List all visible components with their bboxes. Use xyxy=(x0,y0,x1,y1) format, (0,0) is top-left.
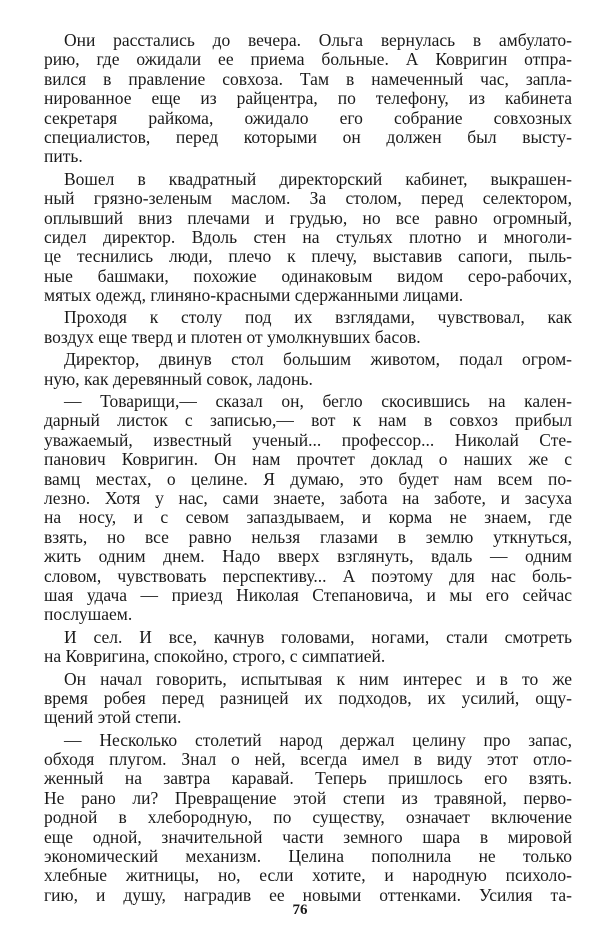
text-line: рию, где ожидали ее приема больные. А Ковригин отпра- xyxy=(44,49,572,70)
page-number: 76 xyxy=(292,902,308,918)
text-line: Проходя к столу под их взглядами, чувствовал, как xyxy=(64,307,572,328)
text-line: сидел директор. Вдоль стен на стульях плотно и многоли- xyxy=(44,226,572,247)
text-line: — Товарищи,— сказал он, бегло скосившись на кален- xyxy=(64,391,572,412)
paragraph xyxy=(44,170,572,306)
text-line: ную, как деревянный совок, ладонь. xyxy=(44,368,313,389)
text-line: панович Ковригин. Он нам прочтет доклад о наших же с xyxy=(44,449,572,470)
text-line: Они расстались до вечера. Ольга вернулась в амбулато- xyxy=(64,30,572,50)
paragraph xyxy=(44,31,572,167)
text-line: шая удача — приезд Николая Степановича, и мы его сейчас xyxy=(44,584,572,605)
text-line: вился в правление совхоза. Там в намеченный час, запла- xyxy=(44,68,572,89)
text-line: еще одной, значительной части земного шара в мировой xyxy=(44,826,572,847)
text-line: экономический механизм. Целина пополнила не только xyxy=(44,846,572,867)
text-line: лезно. Хотя у нас, сами знаете, забота на заботе, и засуха xyxy=(44,487,572,508)
text-line: секретаря райкома, ожидало его собрание совхозных xyxy=(44,107,572,128)
text-line: родной в хлебородную, по существу, означает включение xyxy=(44,807,572,828)
text-line: дарный листок с записью,— вот к нам в совхоз прибыл xyxy=(44,410,572,431)
text-line: Директор, двинув стол большим животом, подал огром- xyxy=(64,349,572,370)
text-line: Не рано ли? Превращение этой степи из травяной, перво- xyxy=(44,787,572,808)
text-line: це теснились люди, плечо к плечу, выставив сапоги, пыль- xyxy=(44,246,572,267)
paragraph xyxy=(44,392,572,625)
paragraph xyxy=(44,731,572,906)
text-line: на Ковригина, спокойно, строго, с симпатией. xyxy=(44,646,386,667)
text-line: ный грязно-зеленым маслом. За столом, перед селектором, xyxy=(44,188,572,209)
text-line: время робея перед разницей их подходов, их усилий, ощу- xyxy=(44,687,572,708)
text-line: ные башмаки, похожие одинаковым видом серо-рабочих, xyxy=(44,265,572,286)
text-line: жить одним днем. Надо вверх взглянуть, вдаль — одним xyxy=(44,546,572,567)
text-line: мятых одежд, глиняно-красными сдержанными лицами. xyxy=(44,285,464,306)
paragraph xyxy=(44,670,572,728)
text-line: Вошел в квадратный директорский кабинет, выкрашен- xyxy=(64,168,572,189)
text-line: нированное еще из райцентра, по телефону, из кабинета xyxy=(44,88,572,109)
paragraph xyxy=(44,628,572,667)
text-line: хлебные житницы, но, если хотите, и народную психоло- xyxy=(44,865,572,886)
text-line: словом, чувствовать перспективу... А поэтому для нас боль- xyxy=(44,565,572,586)
text-line: на носу, и с севом запаздываем, и корма не знаем, где xyxy=(44,507,572,528)
text-line: послушаем. xyxy=(44,604,133,625)
text-line: уважаемый, известный ученый... профессор... Николай Сте- xyxy=(44,429,572,450)
text-line: Он начал говорить, испытывая к ним интерес и в то же xyxy=(64,668,572,689)
text-line: взять, но все равно нельзя глазами в землю уткнуться, xyxy=(44,526,572,547)
text-line: вамц местах, о целине. Я думаю, это будет нам всем по- xyxy=(44,468,572,489)
text-line: гию, и душу, наградив ее новыми оттенками. Усилия та- xyxy=(44,884,572,905)
paragraph xyxy=(44,308,572,347)
book-page-text xyxy=(44,31,572,905)
text-line: — Несколько столетий народ держал целину про запас, xyxy=(64,729,572,750)
text-line: И сел. И все, качнув головами, ногами, стали смотреть xyxy=(64,626,572,647)
text-line: щений этой степи. xyxy=(44,707,182,728)
text-line: оплывший вниз плечами и грудью, но все равно огромный, xyxy=(44,207,572,228)
text-line: пить. xyxy=(44,146,83,167)
text-line: обходя плугом. Знал о ней, всегда имел в виду этот отло- xyxy=(44,749,572,770)
text-line: воздух еще тверд и плотен от умолкнувших басов. xyxy=(44,326,421,347)
paragraph xyxy=(44,350,572,389)
text-line: специалистов, перед которыми он должен был высту- xyxy=(44,126,572,147)
text-line: женный на завтра каравай. Теперь пришлось его взять. xyxy=(44,768,572,789)
